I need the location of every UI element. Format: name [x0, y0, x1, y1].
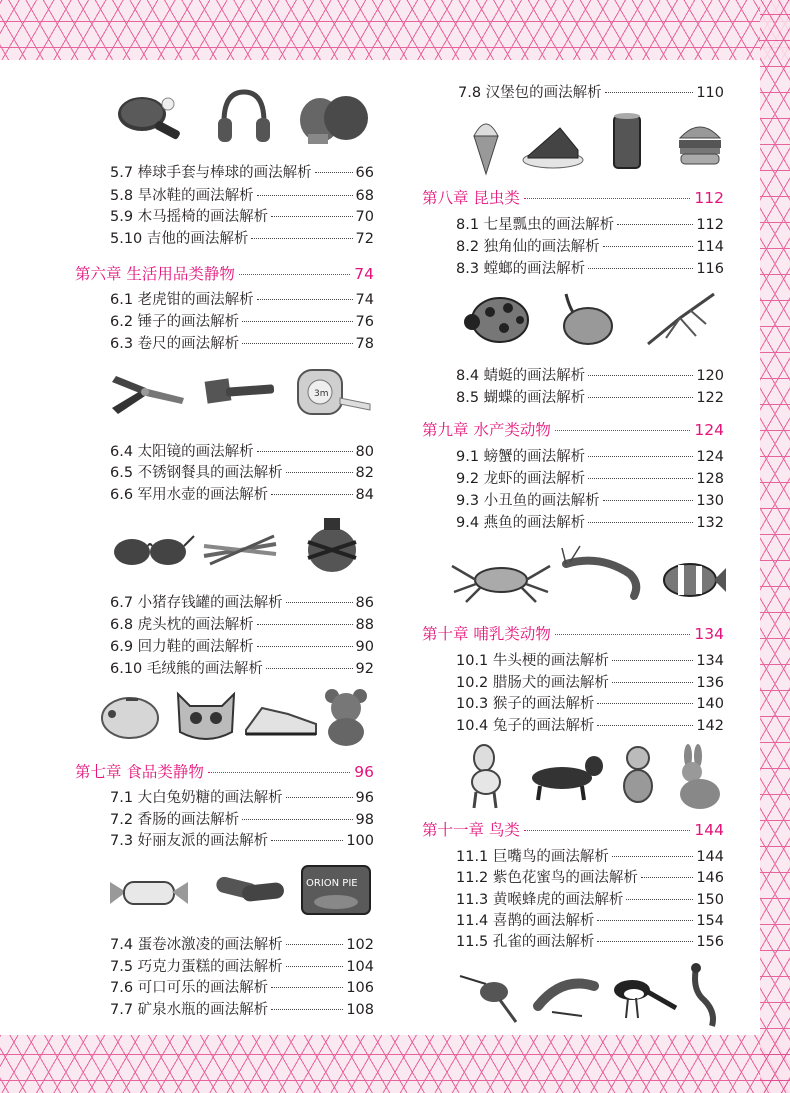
- page-number: 134: [696, 653, 724, 669]
- mantis-illustration: [640, 284, 720, 354]
- entry-label: 5.9 木马摇椅的画法解析: [110, 209, 269, 225]
- entry-label: 7.5 巧克力蛋糕的画法解析: [110, 959, 283, 975]
- leader-dots: [588, 397, 693, 398]
- leader-dots: [208, 772, 350, 773]
- entry-label: 6.5 不锈钢餐具的画法解析: [110, 465, 283, 481]
- page-number: 140: [696, 696, 724, 712]
- page-number: 98: [355, 812, 374, 828]
- canteen-illustration: [294, 514, 370, 576]
- leader-dots: [271, 494, 352, 495]
- page-number: 92: [355, 661, 374, 677]
- page-number: 82: [355, 465, 374, 481]
- toc-entry[interactable]: [110, 484, 374, 506]
- page-number: 146: [696, 870, 724, 886]
- entry-label: 6.6 军用水壶的画法解析: [110, 487, 269, 503]
- chapter-heading-10[interactable]: [422, 622, 724, 646]
- entry-label: 6.9 回力鞋的画法解析: [110, 639, 254, 655]
- page-number: 74: [354, 265, 374, 283]
- toc-entry[interactable]: [456, 387, 724, 409]
- entry-label: 7.4 蛋卷冰激凌的画法解析: [110, 937, 283, 953]
- page-number: 130: [696, 493, 724, 509]
- page-number: 154: [696, 913, 724, 929]
- entry-label: 5.10 吉他的画法解析: [110, 231, 249, 247]
- orion-pie-label: ORION PIE: [306, 878, 358, 889]
- toc-entry[interactable]: [110, 289, 374, 311]
- leader-dots: [603, 246, 694, 247]
- page-number: 100: [346, 833, 374, 849]
- page-number: 116: [696, 261, 724, 277]
- cutlery-illustration: [200, 526, 280, 572]
- leader-dots: [597, 725, 693, 726]
- sausage-illustration: [208, 866, 288, 916]
- page-number: 72: [355, 231, 374, 247]
- dachshund-illustration: [522, 748, 608, 806]
- hamburger-illustration: [676, 116, 724, 168]
- entry-label: 6.8 虎头枕的画法解析: [110, 617, 254, 633]
- chocolate-cake-illustration: [520, 120, 586, 170]
- chapter-title: 第十章 哺乳类动物: [422, 625, 551, 643]
- entry-label: 10.1 牛头梗的画法解析: [456, 653, 609, 669]
- leader-dots: [257, 195, 353, 196]
- entry-label: 11.2 紫色花蜜鸟的画法解析: [456, 870, 638, 886]
- chapter-heading-9[interactable]: [422, 418, 724, 442]
- toc-entry[interactable]: [456, 693, 724, 715]
- page-number: 114: [696, 239, 724, 255]
- entry-label: 10.2 腊肠犬的画法解析: [456, 675, 609, 691]
- leader-dots: [257, 624, 353, 625]
- page-number: 104: [346, 959, 374, 975]
- page-number: 70: [355, 209, 374, 225]
- toc-entry[interactable]: [456, 931, 724, 953]
- leader-dots: [597, 941, 693, 942]
- bee-eater-illustration: [532, 966, 600, 1022]
- ping-pong-paddle-illustration: [112, 92, 190, 150]
- leader-dots: [242, 321, 352, 322]
- leader-dots: [603, 500, 694, 501]
- leader-dots: [588, 478, 693, 479]
- leader-dots: [612, 660, 693, 661]
- entry-label: 6.3 卷尺的画法解析: [110, 336, 240, 352]
- rabbit-illustration: [670, 744, 724, 812]
- entry-label: 8.1 七星瓢虫的画法解析: [456, 217, 615, 233]
- cola-can-illustration: [610, 110, 644, 172]
- page-number: 112: [696, 217, 724, 233]
- toc-entry[interactable]: [110, 333, 374, 355]
- entry-label: 7.7 矿泉水瓶的画法解析: [110, 1002, 269, 1018]
- toc-entry[interactable]: [110, 441, 374, 463]
- decorative-border-top: [0, 0, 790, 60]
- page-number: 96: [355, 790, 374, 806]
- orion-pie-illustration: [298, 860, 374, 920]
- pliers-illustration: [108, 368, 188, 420]
- toc-entry[interactable]: [456, 650, 724, 672]
- toc-entry[interactable]: [456, 214, 724, 236]
- page-number: 110: [696, 85, 724, 101]
- leader-dots: [597, 920, 693, 921]
- toc-entry[interactable]: [110, 999, 374, 1021]
- leader-dots: [286, 602, 353, 603]
- toc-entry[interactable]: [110, 311, 374, 333]
- toc-entry[interactable]: [110, 977, 374, 999]
- peacock-illustration: [682, 960, 726, 1028]
- page-number: 144: [694, 821, 724, 839]
- entry-label: 9.2 龙虾的画法解析: [456, 471, 586, 487]
- chapter-title: 第八章 昆虫类: [422, 189, 520, 207]
- page-number: 106: [346, 980, 374, 996]
- leader-dots: [271, 987, 343, 988]
- page-number: 66: [355, 165, 374, 181]
- entry-label: 11.4 喜鹊的画法解析: [456, 913, 595, 929]
- leader-dots: [286, 797, 353, 798]
- page-number: 86: [355, 595, 374, 611]
- piggy-bank-illustration: [98, 688, 162, 744]
- leader-dots: [239, 274, 350, 275]
- leader-dots: [555, 430, 690, 431]
- entry-label: 5.7 棒球手套与棒球的画法解析: [110, 165, 312, 181]
- page-number: 96: [354, 763, 374, 781]
- page-number: 132: [696, 515, 724, 531]
- clownfish-illustration: [656, 556, 728, 604]
- toc-entry[interactable]: [110, 636, 374, 658]
- chapter-heading-7[interactable]: [75, 760, 374, 784]
- page-number: 150: [696, 892, 724, 908]
- toc-entry[interactable]: [458, 82, 724, 104]
- toc-entry[interactable]: [110, 830, 374, 852]
- leader-dots: [257, 646, 353, 647]
- page-number: 156: [696, 934, 724, 950]
- entry-label: 8.4 蜻蜓的画法解析: [456, 368, 586, 384]
- leader-dots: [617, 224, 693, 225]
- leader-dots: [286, 472, 353, 473]
- ice-cream-cone-illustration: [466, 112, 506, 176]
- page-number: 102: [346, 937, 374, 953]
- leader-dots: [257, 451, 353, 452]
- page-number: 78: [355, 336, 374, 352]
- entry-label: 6.2 锤子的画法解析: [110, 314, 240, 330]
- leader-dots: [286, 966, 344, 967]
- entry-label: 11.3 黄喉蜂虎的画法解析: [456, 892, 624, 908]
- shrimp-illustration: [560, 544, 648, 604]
- page-number: 144: [696, 849, 724, 865]
- leader-dots: [242, 343, 352, 344]
- toc-entry[interactable]: [456, 468, 724, 490]
- entry-label: 10.4 兔子的画法解析: [456, 718, 595, 734]
- toc-entry[interactable]: [110, 462, 374, 484]
- toc-entry[interactable]: [110, 934, 374, 956]
- page-number: 112: [694, 189, 724, 207]
- entry-label: 9.3 小丑鱼的画法解析: [456, 493, 600, 509]
- leader-dots: [612, 682, 693, 683]
- chapter-title: 第七章 食品类静物: [75, 763, 204, 781]
- entry-label: 6.4 太阳镜的画法解析: [110, 444, 254, 460]
- ladybug-illustration: [460, 292, 536, 348]
- toc-entry[interactable]: [110, 228, 374, 250]
- toc-entry[interactable]: [110, 185, 374, 207]
- tape-measure-illustration: [292, 364, 372, 422]
- leader-dots: [555, 634, 690, 635]
- entry-label: 9.4 燕鱼的画法解析: [456, 515, 586, 531]
- page-number: 80: [355, 444, 374, 460]
- headphones-illustration: [214, 86, 274, 148]
- toc-entry[interactable]: [456, 512, 724, 534]
- leader-dots: [626, 899, 693, 900]
- crab-illustration: [446, 552, 556, 604]
- leader-dots: [271, 216, 352, 217]
- toc-entry[interactable]: [456, 910, 724, 932]
- tiger-pillow-illustration: [170, 686, 242, 748]
- toc-entry[interactable]: [110, 614, 374, 636]
- leader-dots: [588, 456, 693, 457]
- page-number: 124: [694, 421, 724, 439]
- leader-dots: [641, 877, 693, 878]
- chapter-title: 第十一章 鸟类: [422, 821, 520, 839]
- leader-dots: [588, 375, 693, 376]
- entry-label: 7.3 好丽友派的画法解析: [110, 833, 269, 849]
- entry-label: 9.1 螃蟹的画法解析: [456, 449, 586, 465]
- toc-entry[interactable]: [456, 715, 724, 737]
- toc-entry[interactable]: [456, 490, 724, 512]
- leader-dots: [251, 238, 352, 239]
- decorative-border-right: [760, 0, 790, 1093]
- entry-label: 5.8 旱冰鞋的画法解析: [110, 188, 254, 204]
- decorative-border-bottom: [0, 1035, 790, 1093]
- page-number: 76: [355, 314, 374, 330]
- teddy-bear-illustration: [318, 686, 374, 748]
- bull-terrier-illustration: [460, 742, 510, 810]
- entry-label: 10.3 猴子的画法解析: [456, 696, 595, 712]
- toc-entry[interactable]: [456, 672, 724, 694]
- page-number: 122: [696, 390, 724, 406]
- chapter-title: 第九章 水产类动物: [422, 421, 551, 439]
- boxing-gloves-illustration: [294, 92, 374, 148]
- leader-dots: [271, 1009, 343, 1010]
- leader-dots: [257, 299, 353, 300]
- leader-dots: [286, 944, 344, 945]
- page-number: 120: [696, 368, 724, 384]
- entry-label: 8.5 蝴蝶的画法解析: [456, 390, 586, 406]
- hammer-illustration: [200, 370, 280, 420]
- leader-dots: [315, 172, 353, 173]
- page-number: 68: [355, 188, 374, 204]
- entry-label: 8.2 独角仙的画法解析: [456, 239, 600, 255]
- leader-dots: [588, 268, 693, 269]
- candy-illustration: [108, 872, 190, 914]
- entry-label: 8.3 螳螂的画法解析: [456, 261, 586, 277]
- entry-label: 7.6 可口可乐的画法解析: [110, 980, 269, 996]
- page-number: 108: [346, 1002, 374, 1018]
- leader-dots: [271, 840, 343, 841]
- chapter-heading-6[interactable]: [75, 262, 374, 286]
- entry-label: 6.1 老虎钳的画法解析: [110, 292, 254, 308]
- page-number: 136: [696, 675, 724, 691]
- hummingbird-illustration: [456, 966, 522, 1026]
- toc-entry[interactable]: [456, 889, 724, 911]
- tape-measure-label: 3m: [314, 389, 329, 399]
- entry-label: 11.5 孔雀的画法解析: [456, 934, 595, 950]
- toc-entry[interactable]: [110, 787, 374, 809]
- page-number: 90: [355, 639, 374, 655]
- entry-label: 7.1 大白兔奶糖的画法解析: [110, 790, 283, 806]
- leader-dots: [612, 856, 693, 857]
- leader-dots: [524, 830, 690, 831]
- page-number: 84: [355, 487, 374, 503]
- sneakers-illustration: [242, 694, 320, 740]
- page-number: 88: [355, 617, 374, 633]
- rhinoceros-beetle-illustration: [546, 286, 622, 350]
- leader-dots: [605, 92, 694, 93]
- entry-label: 7.8 汉堡包的画法解析: [458, 85, 602, 101]
- entry-label: 7.2 香肠的画法解析: [110, 812, 240, 828]
- entry-label: 11.1 巨嘴鸟的画法解析: [456, 849, 609, 865]
- toc-entry[interactable]: [110, 206, 374, 228]
- chapter-heading-8[interactable]: [422, 186, 724, 210]
- leader-dots: [242, 819, 352, 820]
- magpie-illustration: [604, 968, 678, 1026]
- toc-entry[interactable]: [456, 236, 724, 258]
- chapter-heading-11[interactable]: [422, 818, 724, 842]
- chapter-title: 第六章 生活用品类静物: [75, 265, 235, 283]
- toc-entry[interactable]: [110, 809, 374, 831]
- toc-entry[interactable]: [456, 446, 724, 468]
- page-number: 124: [696, 449, 724, 465]
- toc-entry[interactable]: [456, 365, 724, 387]
- page-number: 142: [696, 718, 724, 734]
- page-number: 74: [355, 292, 374, 308]
- toc-entry[interactable]: [456, 258, 724, 280]
- leader-dots: [524, 198, 690, 199]
- toc-entry[interactable]: [456, 867, 724, 889]
- toc-entry[interactable]: [110, 956, 374, 978]
- sunglasses-illustration: [108, 522, 196, 574]
- leader-dots: [597, 703, 693, 704]
- entry-label: 6.10 毛绒熊的画法解析: [110, 661, 263, 677]
- leader-dots: [266, 668, 353, 669]
- page-number: 134: [694, 625, 724, 643]
- toc-entry[interactable]: [456, 846, 724, 868]
- toc-entry[interactable]: [110, 658, 374, 680]
- entry-label: 6.7 小猪存钱罐的画法解析: [110, 595, 283, 611]
- monkey-illustration: [612, 742, 664, 810]
- leader-dots: [588, 522, 693, 523]
- toc-entry[interactable]: [110, 162, 374, 184]
- toc-entry[interactable]: [110, 592, 374, 614]
- page-number: 128: [696, 471, 724, 487]
